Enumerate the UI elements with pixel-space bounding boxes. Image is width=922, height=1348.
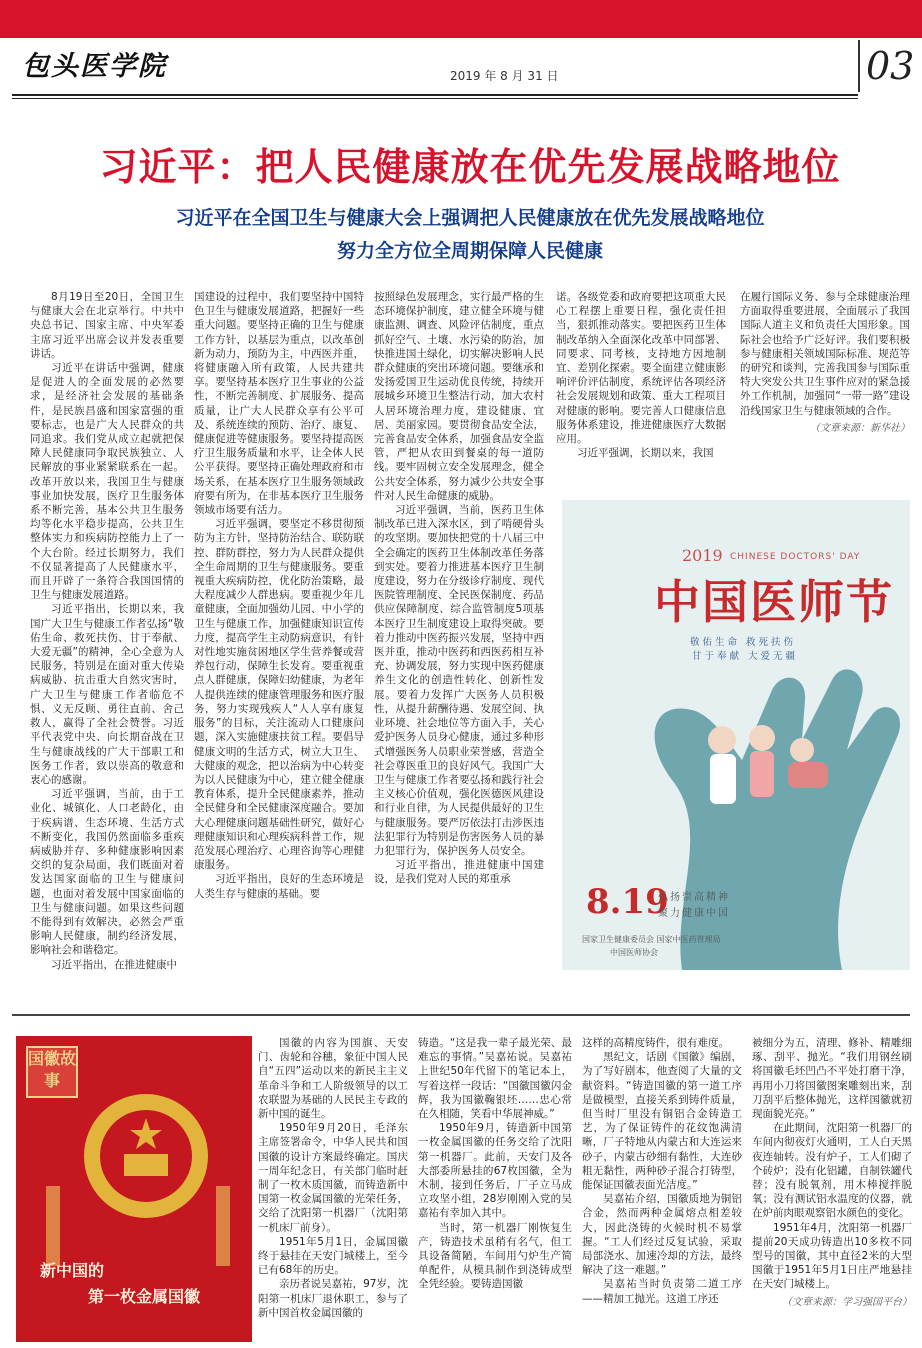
paragraph: 习近平指出，在推进健康中 — [51, 958, 177, 971]
subtitle-line-1: 习近平在全国卫生与健康大会上强调把人民健康放在优先发展战略地位 — [175, 207, 765, 229]
paragraph: 黑纪文，话剧《国徽》编剧，为了写好剧本，他查阅了大量的文献资料。“铸造国徽的第一道工序是做模型，直接关系到铸件质量，但当时厂里没有铜铝合金铸造工艺，为了保证铸件的花纹饱满清晰，厂子特地从内蒙古和大连运来砂子，内蒙古砂细有黏性，大连砂粗无黏性，两种砂子混合打铸型，能保证国徽表面光洁度。” — [582, 1051, 742, 1192]
poster-date: 8.19 — [586, 882, 669, 922]
paragraph: 吴嘉祐介绍，国徽质地为铜铝合金，然而两种金属熔点相差较大，因此浇铸的火候时机不易掌握。“工人们经过反复试验，采取局部浇水、加速冷却的方法，最终解决了这一难题。” — [582, 1193, 742, 1277]
patient-head — [790, 738, 814, 762]
header-rule — [12, 94, 858, 96]
paragraph: 被细分为五，清理、修补、精雕细琢、刮平、抛光。“我们用钢丝刷将国徽毛坯凹凸不平处打磨干净，再用小刀将国徽图案雕刻出来，刮刀刮平后整体抛光，这样国徽就初现面貌光亮。” — [752, 1037, 912, 1121]
paragraph: 国徽的内容为国旗、天安门、齿轮和谷穗，象征中国人民自“五四”运动以来的新民主主义革命斗争和工人阶级领导的以工农联盟为基础的人民民主专政的新中国的诞生。 — [258, 1037, 408, 1121]
page-title: 习近平：把人民健康放在优先发展战略地位 — [99, 144, 841, 189]
subtitle-line-2: 努力全方位全周期保障人民健康 — [336, 240, 603, 262]
article-column-2 — [194, 290, 364, 1010]
poster-tag-line-1: 弘扬崇高精神 — [658, 892, 730, 903]
paragraph: 习近平强调，要坚定不移贯彻预防为主方针，坚持防治结合、联防联控、群防群控，努力为人民群众提供全生命周期的卫生与健康服务。要重视重大疾病防控，优化防治策略，最大程度减少人群患病。要重视少年儿童健康，全面加强幼儿园、中小学的卫生与健康工作，加强健康知识宣传力度，提高学生主动防病意识，有针对性地实施贫困地区学生营养餐或营养包行动，保障生长发育。要重视重点人群健康，保障妇幼健康，为老年人提供连续的健康管理服务和医疗服务，努力实现残疾人“人人享有康复服务”的目标，关注流动人口健康问题，深入实施健康扶贫工程。要倡导健康文明的生活方式，树立大卫生、大健康的观念，把以治病为中心转变为以人民健康为中心，建立健全健康教育体系，提升全民健康素养，推动全民健身和全民健康深度融合。要加大心理健康问题基础性研究，做好心理健康知识和心理疾病科普工作，规范发展心理治疗、心理咨询等心理健康服务。 — [194, 518, 364, 872]
nurse-uniform — [750, 751, 774, 797]
top-red-bar — [0, 0, 922, 38]
paragraph: 吴嘉祐当时负责第二道工序——精加工抛光。这道工序还 — [582, 1278, 742, 1305]
paragraph: 铸造。“这是我一辈子最光荣、最难忘的事情。”吴嘉祐说。吴嘉祐上世纪50年代留下的笔记本上，写着这样一段话：“国徽国徽闪金辉，我为国徽鞠银坯……忠心常在久相随，笑看中华展神威。” — [418, 1037, 572, 1121]
paragraph: 国建设的过程中，我们要坚持中国特色卫生与健康发展道路，把握好一些重大问题。要坚持正确的卫生与健康工作方针，以基层为重点，以改革创新为动力，预防为主，中西医并重，将健康融入所有政策，人民共建共享。要坚持基本医疗卫生事业的公益性，不断完善制度、扩展服务、提高质量，让广大人民群众享有公平可及、系统连续的预防、治疗、康复、健康促进等健康服务。要坚持提高医疗卫生服务质量和水平，让全体人民公平获得。要坚持正确处理政府和市场关系，在基本医疗卫生服务领域政府要有所为，在非基本医疗卫生服务领域市场要有活力。 — [194, 291, 364, 517]
patient-body — [788, 762, 828, 788]
poster-title: 中国医师节 — [654, 575, 894, 629]
paragraph: 这样的高精度铸件，很有难度。 — [582, 1037, 729, 1049]
paragraph: 按照绿色发展理念，实行最严格的生态环境保护制度，建立健全环境与健康监测、调查、风险评估制度，重点抓好空气、土壤、水污染的防治，加快推进国土绿化，切实解决影响人民群众健康的突出环境问题。要继承和发扬爱国卫生运动优良传统，持续开展城乡环境卫生整洁行动，加大农村人居环境治理力度，建设健康、宜居、美丽家园。要贯彻食品安全法，完善食品安全体系，加强食品安全监管，严把从农田到餐桌的每一道防线。要牢固树立安全发展理念，健全公共安全体系，努力减少公共安全事件对人民生命健康的威胁。 — [374, 291, 544, 502]
article-credit: （文章来源：新华社） — [810, 422, 910, 434]
masthead: 包头医学院 — [22, 51, 167, 82]
poster-tag-line-2: 聚力健康中国 — [658, 908, 730, 919]
pillar — [46, 1186, 60, 1266]
paragraph: 亲历者说吴嘉祐，97岁，沈阳第一机床厂退休职工，参与了新中国首枚金属国徽的 — [258, 1278, 408, 1319]
paragraph: 1951年5月1日，金属国徽终于悬挂在天安门城楼上，至今已有68年的历史。 — [258, 1235, 408, 1277]
paragraph: 习近平在讲话中强调，健康是促进人的全面发展的必然要求，是经济社会发展的基础条件，是民族昌盛和国家富强的重要标志，也是广大人民群众的共同追求。我们党从成立起就把保障人民健康同争取民族独立、人民解放的事业紧紧联系在一起。改革开放以来，我国卫生与健康事业加快发展，医疗卫生服务体系不断完善，基本公共卫生服务均等化水平稳步提高，公共卫生整体实力和疾病防控能力上了一个大台阶。经过长期努力，我们不仅显著提高了人民健康水平，而且开辟了一条符合我国国情的卫生与健康发展道路。 — [30, 362, 184, 602]
story-column-1 — [258, 1036, 408, 1342]
paragraph: 习近平指出，良好的生态环境是人类生存与健康的基础。要 — [194, 873, 364, 900]
story-column-2 — [418, 1036, 572, 1342]
section-divider — [12, 1014, 910, 1016]
paragraph: 在此期间，沈阳第一机器厂的车间内彻夜灯火通明，工人白天黑夜连轴转。没有炉子，工人们砌了个砖炉；没有化铝罐，自制铁罐代替；没有脱氧剂，用木棒搅拌脱氧；没有测试铝水温度的仪器，就在炉前肉眼观察铝水颜色的变化。 — [752, 1122, 912, 1220]
story-column-4 — [752, 1036, 912, 1342]
issue-date: 2019 年 8 月 31 日 — [450, 69, 559, 83]
poster-subtitle-en: CHINESE DOCTORS' DAY — [730, 552, 861, 562]
emblem-story-panel — [16, 1036, 252, 1342]
poster-org-line-1: 国家卫生健康委员会 国家中医药管理局 — [582, 935, 721, 944]
story-column-3 — [582, 1036, 742, 1342]
paragraph: 8月19日至20日，全国卫生与健康大会在北京举行。中共中央总书记、国家主席、中央军委主席习近平出席会议并发表重要讲话。 — [30, 291, 184, 360]
paragraph: 习近平强调，当前，由于工业化、城镇化、人口老龄化，由于疾病谱、生态环境、生活方式不断变化，我国仍然面临多重疾病威胁并存、多种健康影响因素交织的复杂局面，我们既面对着发达国家面临的卫生与健康问题，也面对着发展中国家面临的卫生与健康问题。如果这些问题不能得到有效解决，必然会严重影响人民健康，制约经济发展，影响社会和谐稳定。 — [30, 788, 184, 957]
paragraph: 习近平指出，推进健康中国建设，是我们党对人民的郑重承 — [374, 859, 544, 886]
header-rule-thin — [12, 98, 858, 99]
paragraph: 诺。各级党委和政府要把这项重大民心工程摆上重要日程，强化责任担当，狠抓推动落实。要把医药卫生体制改革纳入全面深化改革中同部署、同要求、同考核，支持地方因地制宜、差别化探索。要全面建立健康影响评价评估制度，系统评估各项经济社会发展规划和政策、重大工程项目对健康的影响。要完善人口健康信息服务体系建设，推进健康医疗大数据应用。 — [556, 291, 726, 446]
article-column-5 — [740, 290, 910, 490]
panel-heading-line-1: 新中国的 — [40, 1261, 105, 1280]
paragraph: 当时，第一机器厂刚恢复生产，铸造技术虽稍有名气，但工具设备简陋，车间用勺炉生产简单配件，从模具制作到浇铸成型全凭经验。要铸造国徽 — [418, 1221, 572, 1291]
emblem-gate — [124, 1154, 168, 1176]
paragraph: 习近平强调，当前，医药卫生体制改革已进入深水区，到了啃硬骨头的攻坚期。要加快把党的十八届三中全会确定的医药卫生体制改革任务落到实处。要着力推进基本医疗卫生制度建设，努力在分级诊疗制度、现代医院管理制度、全民医保制度、药品供应保障制度、综合监管制度5项基本医疗卫生制度建设上取得突破。要着力推动中医药振兴发展，坚持中西医并重，推动中医药和西医药相互补充、协调发展，努力实现中医药健康养生文化的创造性转化、创新性发展。要着力发挥广大医务人员积极性，从提升薪酬待遇、发展空间、执业环境、社会地位等方面入手，关心爱护医务人员身心健康，通过多种形式增强医务人员职业荣誉感，营造全社会尊医重卫的良好风气。我国广大卫生与健康工作者要弘扬和践行社会主义核心价值观，强化医德医风建设和行业自律，为人民提供最好的卫生与健康服务。要严厉依法打击涉医违法犯罪行为特别是伤害医务人员的暴力犯罪行为，保护医务人员安全。 — [374, 504, 544, 857]
paragraph: 1950年9月，铸造新中国第一枚金属国徽的任务交给了沈阳第一机器厂。此前，天安门及各大部委所悬挂的67枚国徽，全为木制，接到任务后，厂子立马成立攻坚小组，28岁刚刚入党的吴嘉祐有幸加入其中。 — [418, 1122, 572, 1220]
poster-org-line-2: 中国医师协会 — [610, 948, 658, 957]
paragraph: 1950年9月20日，毛泽东主席签署命令，中华人民共和国国徽的设计方案最终确定。国庆一周年纪念日，有关部门临时赶制了一枚木质国徽，而铸造新中国第一枚金属国徽的光荣任务，交给了沈阳第一机器厂（沈阳第一机床厂前身）。 — [258, 1122, 408, 1234]
caring-hand-shape — [655, 669, 900, 970]
poster-slogan-line-1: 敬佑生命 救死扶伤 — [690, 637, 797, 648]
doctor-head — [708, 726, 736, 754]
pillar — [216, 1186, 230, 1266]
page-number: 03 — [866, 44, 915, 88]
article-column-1 — [30, 290, 184, 1010]
doctor-coat — [710, 754, 736, 804]
nurse-head — [749, 725, 775, 751]
paragraph: 在履行国际义务、参与全球健康治理方面取得重要进展，全面展示了我国国际人道主义和负责任大国形象。国际社会也给予广泛好评。我们要积极参与健康相关领域国际标准、规范等的研究和谈判，完善我国参与国际重特大突发公共卫生事件应对的紧急援外工作机制，加强同“一带一路”建设沿线国家卫生与健康领域的合作。 — [740, 291, 910, 417]
poster-slogan-line-2: 甘于奉献 大爱无疆 — [692, 651, 799, 662]
poster-year: 2019 — [682, 546, 723, 565]
doctors-day-poster — [562, 500, 910, 970]
emblem-story-tag: 国徽故事 — [26, 1046, 78, 1098]
article-column-3 — [374, 290, 544, 1010]
article-column-4 — [556, 290, 726, 490]
panel-heading-line-2: 第一枚金属国徽 — [88, 1287, 201, 1306]
story-credit: （文章来源：学习强国平台） — [782, 1296, 912, 1308]
paragraph: 习近平指出，长期以来，我国广大卫生与健康工作者弘扬“敬佑生命、救死扶伤、甘于奉献、大爱无疆”的精神，全心全意为人民服务，特别是在面对重大传染病威胁、抗击重大自然灾害时，广大卫生与健康工作者临危不惧、义无反顾、勇往直前、舍己救人，赢得了全社会赞誉。习近平代表党中央、向长期奋战在卫生与健康战线的广大干部职工和医务工作者，致以崇高的敬意和衷心的感谢。 — [30, 603, 184, 786]
paragraph: 习近平强调，长期以来，我国 — [577, 447, 714, 460]
paragraph: 1951年4月，沈阳第一机器厂提前20天成功铸造出10多枚不同型号的国徽，其中直径2米的大型国徽于1951年5月1日庄严地悬挂在天安门城楼上。 — [752, 1221, 912, 1291]
